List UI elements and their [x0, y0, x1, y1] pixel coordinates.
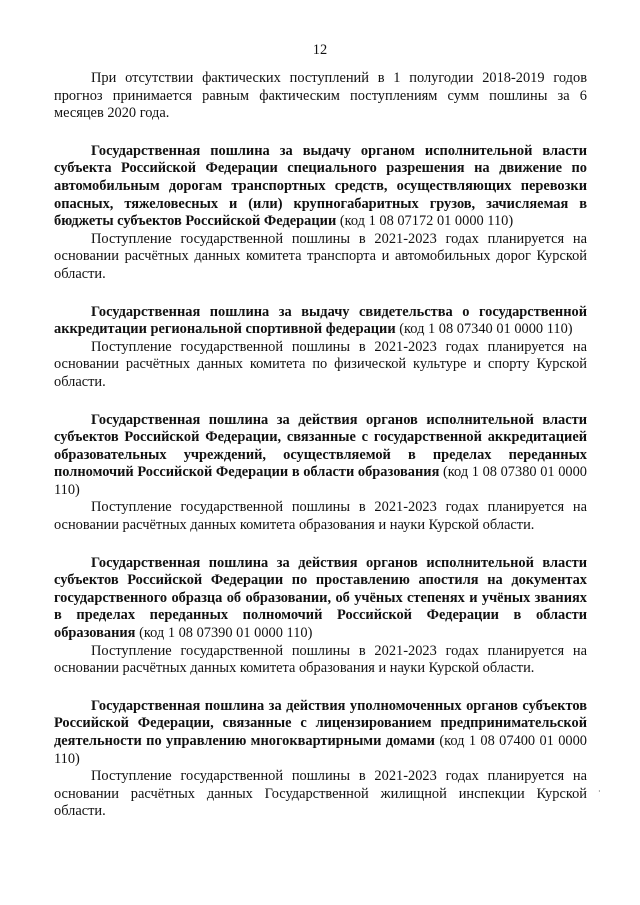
section-transport-permit — [54, 143, 587, 284]
section-education-accreditation — [54, 412, 587, 535]
section-title: Государственная пошлина за действия уполномоченных органов субъектов Российской Федерации, связанные с лицензированием предпринимательской деятельности по управлению многоквартирными домами — [54, 697, 587, 749]
section-title: Государственная пошлина за действия органов исполнительной власти субъектов Российской Федерации по проставлению апостиля на документах государственного образца об образовании, об учёных степенях и учёных званиях в пределах переданных полномочий Российской Федерации в области образования — [54, 554, 587, 642]
section-heading — [54, 698, 587, 768]
section-housing-licensing — [54, 698, 587, 821]
section-text: Поступление государственной пошлины в 2021-2023 годах планируется на основании расчётных данных комитета образования и науки Курской области. — [54, 499, 587, 534]
section-title: Государственная пошлина за действия органов исполнительной власти субъектов Российской Федерации, связанные с государственной аккредитацией образовательных учреждений, осуществляемой в пределах переданных полномочий Российской Федерации в области образования — [54, 411, 587, 481]
section-heading — [54, 555, 587, 643]
section-text: Поступление государственной пошлины в 2021-2023 годах планируется на основании расчётных данных Государственной жилищной инспекции Курской области. — [54, 768, 587, 820]
section-heading — [54, 304, 587, 339]
section-title: Государственная пошлина за выдачу органом исполнительной власти субъекта Российской Федерации специального разрешения на движение по автомобильным дорогам транспортных средств, осуществляющих перевозки опасных, тяжеловесных и (или) крупногабаритных грузов, зачисляемая в бюджеты субъектов Российской Федерации — [54, 142, 587, 230]
scan-speck: · — [598, 787, 601, 796]
section-code: (код 1 08 07390 01 0000 110) — [135, 625, 313, 642]
document-body — [54, 70, 587, 821]
section-text: Поступление государственной пошлины в 2021-2023 годах планируется на основании расчётных данных комитета образования и науки Курской области. — [54, 642, 587, 677]
section-title: Государственная пошлина за выдачу свидетельства о государственной аккредитации региональной спортивной федерации — [54, 303, 587, 338]
section-code: (код 1 08 07340 01 0000 110) — [395, 321, 573, 338]
section-code: (код 1 08 07380 01 0000 110) — [54, 464, 587, 498]
page-number: 12 — [312, 42, 328, 58]
section-code: (код 1 08 07400 01 0000 110) — [54, 733, 587, 767]
section-text: Поступление государственной пошлины в 2021-2023 годах планируется на основании расчётных данных комитета по физической культуре и спорту Курской области. — [54, 338, 587, 390]
intro-paragraph: При отсутствии фактических поступлений в 1 полугодии 2018-2019 годов прогноз принимается равным фактическим поступлениям сумм пошлины за 6 месяцев 2020 года. — [54, 70, 587, 122]
section-code: (код 1 08 07172 01 0000 110) — [336, 213, 514, 230]
section-heading — [54, 143, 587, 231]
section-sport-federation — [54, 304, 587, 392]
section-apostille — [54, 555, 587, 678]
section-text: Поступление государственной пошлины в 2021-2023 годах планируется на основании расчётных данных комитета транспорта и автомобильных дорог Курской области. — [54, 230, 587, 282]
section-heading — [54, 412, 587, 500]
